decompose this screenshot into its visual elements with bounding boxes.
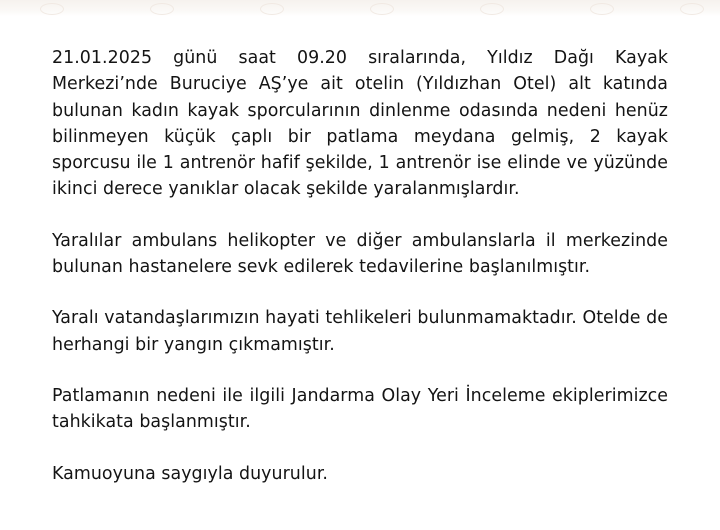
ornament-icon [370, 3, 394, 15]
paragraph-condition: Yaralı vatandaşlarımızın hayati tehlikeleri bulunmamaktadır. Otelde de herhangi bir yangın çıkmamıştır. [52, 308, 668, 355]
paragraph-investigation: Patlamanın nedeni ile ilgili Jandarma Olay Yeri İnceleme ekiplerimizce tahkikata başlanmıştır. [52, 385, 668, 433]
ornament-icon [480, 3, 504, 15]
header-decorative-band [0, 0, 720, 16]
ornament-icon [150, 3, 174, 15]
announcement-body [52, 45, 668, 487]
ornament-icon [40, 3, 64, 15]
paragraph-incident: 21.01.2025 günü saat 09.20 sıralarında, Yıldız Dağı Kayak Merkezi’nde Buruciye AŞ’ye ait otelin (Yıldızhan Otel) alt katında bulunan kadın kayak sporcularının dinlenme odasında nedeni henüz bilinmeyen küçük çaplı bir patlama meydana gelmiş, 2 kayak sporcusu ile 1 antrenör hafif şekilde, 1 antrenör ise elinde ve yüzünde ikinci derece yanıklar olacak şekilde yaralanmışlardır. [52, 48, 668, 200]
ornament-icon [260, 3, 284, 15]
ornament-icon [590, 3, 614, 15]
ornament-icon [680, 3, 704, 15]
paragraph-injured-transport: Yaralılar ambulans helikopter ve diğer ambulanslarla il merkezinde bulunan hastanelere sevk edilerek tedavilerine başlanılmıştır. [52, 230, 668, 278]
paragraph-closing: Kamuoyuna saygıyla duyurulur. [52, 463, 328, 484]
